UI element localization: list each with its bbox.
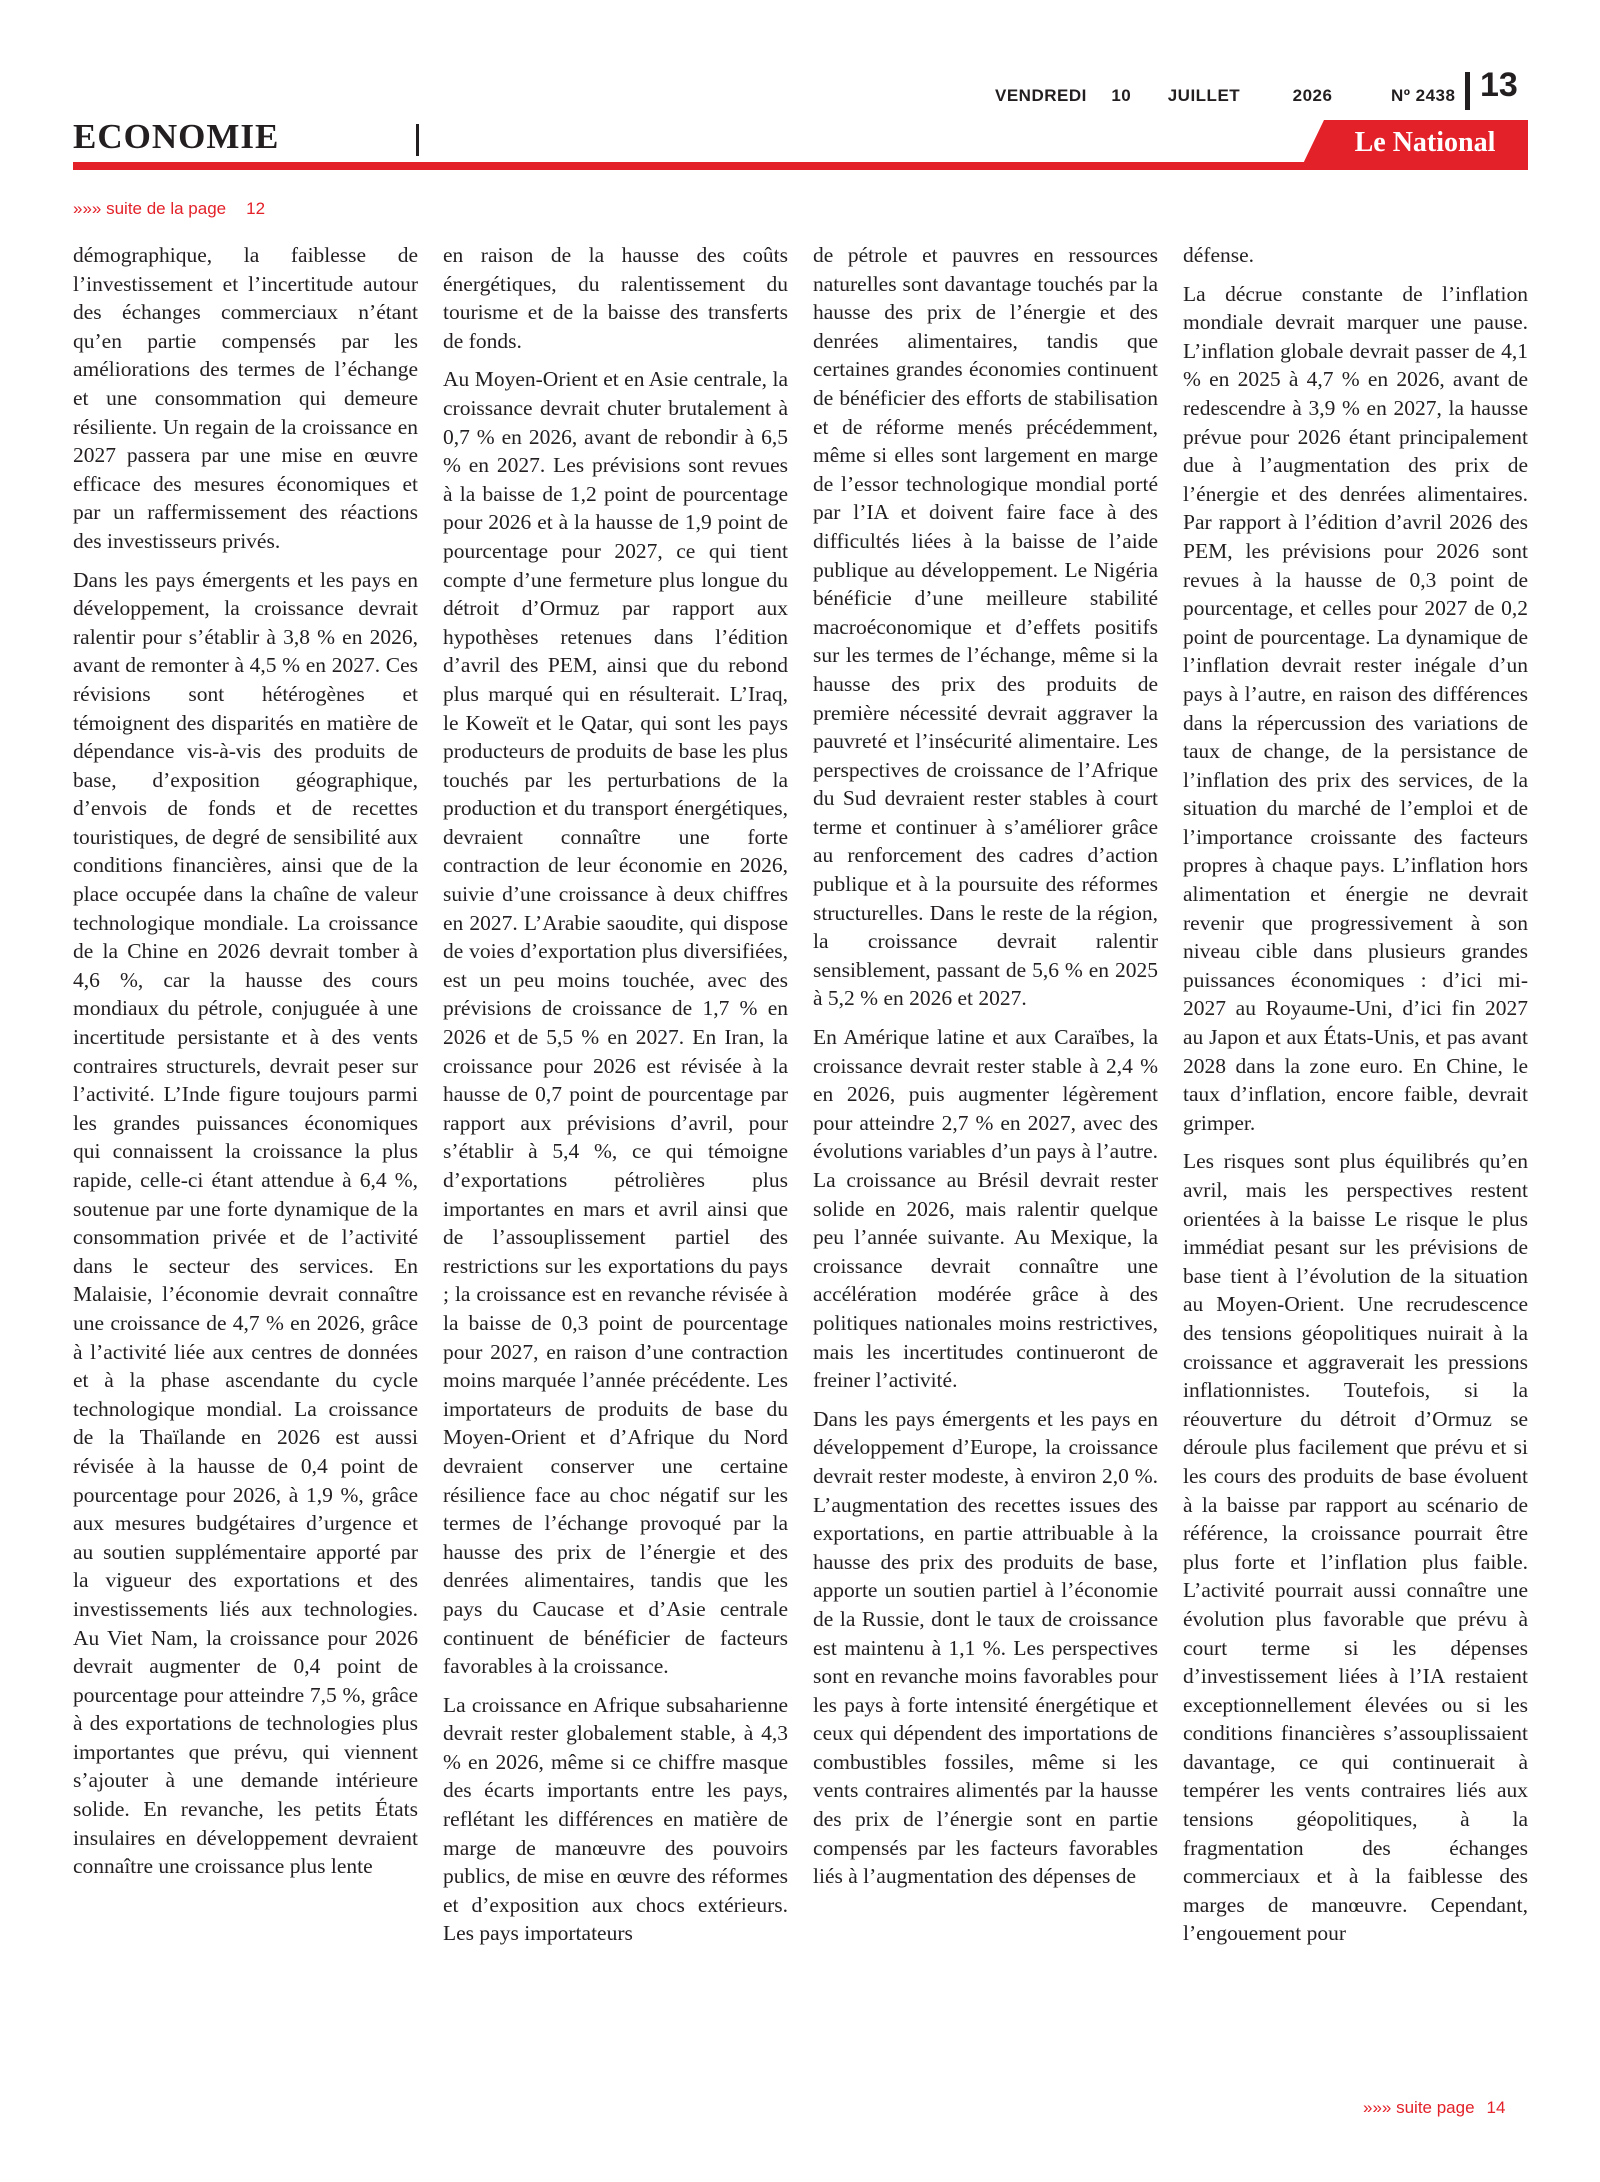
page-number-divider — [1465, 72, 1470, 110]
newspaper-brand: Le National — [1354, 127, 1496, 158]
paragraph: La croissance en Afrique subsaharienne devrait rester globalement stable, à 4,3 % en 2026, même si ce chiffre masque des écarts importants entre les pays, reflétant les différences en matière de marge de manœuvre des pouvoirs publics, de mise en œuvre des réformes et d’exposition aux chocs extérieurs. Les pays importateurs — [443, 1692, 788, 1946]
continued-from-page: 12 — [246, 199, 266, 218]
article-column — [813, 241, 1158, 2086]
date-day: VENDREDI — [995, 86, 1087, 105]
paragraph: Dans les pays émergents et les pays en développement d’Europe, la croissance devrait rester modeste, à environ 2,0 %. L’augmentation des recettes issues des exportations, en partie attribuable à la hausse des prix des produits de base, apporte un soutien partiel à l’économie de la Russie, dont le taux de croissance est maintenu à 1,1 %. Les perspectives sont en revanche moins favorables pour les pays à forte intensité énergétique et ceux qui dépendent des importations de combustibles fossiles, même si les vents contraires alimentés par la hausse des prix de l’énergie sont en partie compensés par les facteurs favorables liés à l’augmentation des dépenses de — [813, 1406, 1158, 1889]
paragraph: La décrue constante de l’inflation mondiale devrait marquer une pause. L’inflation globale devrait passer de 4,1 % en 2025 à 4,7 % en 2026, avant de redescendre à 3,9 % en 2027, la hausse prévue pour 2026 étant principalement due à l’augmentation des prix de l’énergie et des denrées alimentaires. Par rapport à l’édition d’avril 2026 des PEM, les prévisions pour 2026 sont revues à la hausse de 0,3 point de pourcentage, et celles pour 2027 de 0,2 point de pourcentage. La dynamique de l’inflation devrait rester inégale d’un pays à l’autre, en raison des différences dans la répercussion des variations de taux de change, de la persistance de l’inflation des prix des services, de la situation du marché de l’emploi et de l’importance croissante des facteurs propres à chaque pays. L’inflation hors alimentation et énergie ne devrait revenir que progressivement à son niveau cible dans plusieurs grandes puissances économiques : d’ici mi-2027 au Royaume-Uni, d’ici fin 2027 au Japon et aux États-Unis, et pas avant 2028 dans la zone euro. En Chine, le taux d’inflation, encore faible, devrait grimper. — [1183, 281, 1528, 1135]
section-divider — [416, 124, 419, 156]
date-number: 10 — [1111, 86, 1132, 105]
article-column — [73, 241, 418, 2086]
article-body — [73, 241, 1528, 2086]
paragraph: démographique, la faiblesse de l’investissement et l’incertitude autour des échanges commerciaux n’étant qu’en partie compensés par les améliorations des termes de l’échange et une consommation qui demeure résiliente. Un regain de la croissance en 2027 passera par une mise en œuvre efficace des mesures économiques et par un raffermissement des réactions des investisseurs privés. — [73, 243, 418, 553]
paragraph: défense. — [1183, 243, 1255, 267]
continued-to-page: 14 — [1486, 2098, 1506, 2117]
paragraph: en raison de la hausse des coûts énergétiques, du ralentissement du tourisme et de la baisse des transferts de fonds. — [443, 243, 788, 353]
paragraph: En Amérique latine et aux Caraïbes, la croissance devrait rester stable à 2,4 % en 2026, puis augmenter légèrement pour atteindre 2,7 % en 2027, avec des évolutions variables d’un pays à l’autre. La croissance au Brésil devrait rester solide en 2026, mais ralentir quelque peu l’année suivante. Au Mexique, la croissance devrait connaître une accélération modérée grâce à des politiques nationales moins restrictives, mais les incertitudes continueront de freiner l’activité. — [813, 1025, 1158, 1393]
article-column — [443, 241, 788, 2086]
article-column — [1183, 241, 1528, 2086]
section-title: ECONOMIE — [73, 117, 280, 156]
paragraph: de pétrole et pauvres en ressources naturelles sont davantage touchés par la hausse des prix de l’énergie et des denrées alimentaires, tandis que certaines grandes économies continuent de bénéficier des efforts de stabilisation et de réforme menés précédemment, même si elles sont largement en marge de l’essor technologique mondial porté par l’IA et doivent faire face à des difficultés liées à la baisse de l’aide publique au développement. Le Nigéria bénéficie d’une meilleure stabilité macroéconomique et d’effets positifs sur les termes de l’échange, même si la hausse des prix des produits de première nécessité devrait aggraver la pauvreté et l’insécurité alimentaire. Les perspectives de croissance de l’Afrique du Sud devraient rester stables à court terme et continuer à s’améliorer grâce au renforcement des cadres d’action publique et à la poursuite des réformes structurelles. Dans le reste de la région, la croissance devrait ralentir sensiblement, passant de 5,6 % en 2025 à 5,2 % en 2026 et 2027. — [813, 243, 1158, 1011]
continued-from — [73, 199, 265, 219]
continued-to — [1363, 2098, 1505, 2118]
page-number: 13 — [1480, 66, 1518, 104]
date-year: 2026 — [1292, 86, 1333, 105]
paragraph: Au Moyen-Orient et en Asie centrale, la croissance devrait chuter brutalement à 0,7 % en 2026, avant de rebondir à 6,5 % en 2027. Les prévisions sont revues à la baisse de 1,2 point de pourcentage pour 2026 et à la hausse de 1,9 point de pourcentage pour 2027, ce qui tient compte d’une fermeture plus longue du détroit d’Ormuz par rapport aux hypothèses retenues dans l’édition d’avril des PEM, ainsi que du rebond plus marqué qui en résulterait. L’Iraq, le Koweït et le Qatar, qui sont les pays producteurs de produits de base les plus touchés par les perturbations de la production et du transport énergétiques, devraient connaître une forte contraction de leur économie en 2026, suivie d’une croissance à deux chiffres en 2027. L’Arabie saoudite, qui dispose de voies d’exportation plus diversifiées, est un peu moins touchée, avec des prévisions de croissance de 1,7 % en 2026 et de 5,5 % en 2027. En Iran, la croissance pour 2026 est révisée à la hausse de 0,7 point de pourcentage par rapport aux prévisions d’avril, pour s’établir à 5,4 %, ce qui témoigne d’exportations pétrolières plus importantes en mars et avril ainsi que de l’assouplissement partiel des restrictions sur les exportations du pays ; la croissance est en revanche révisée à la baisse de 0,3 point de pourcentage pour 2027, en raison d’une contraction moins marquée l’année précédente. Les importateurs de produits de base du Moyen-Orient et d’Afrique du Nord devraient conserver une certaine résilience face au choc négatif sur les termes de l’échange provoqué par la hausse des prix de l’énergie et des denrées alimentaires, tandis que les pays du Caucase et d’Asie centrale continuent de bénéficier de facteurs favorables à la croissance. — [443, 367, 788, 1679]
date-month: JUILLET — [1167, 86, 1241, 105]
continued-to-marker: »»» suite page — [1363, 2098, 1475, 2117]
paragraph: Les risques sont plus équilibrés qu’en avril, mais les perspectives restent orientées à la baisse Le risque le plus immédiat pesant sur les prévisions de base tient à l’évolution de la situation au Moyen-Orient. Une recrudescence des tensions géopolitiques nuirait à la croissance et aggraverait les pressions inflationnistes. Toutefois, si la réouverture du détroit d’Ormuz se déroule plus facilement que prévu et si les cours des produits de base évoluent à la baisse par rapport au scénario de référence, la croissance pourrait être plus forte et l’inflation plus faible. L’activité pourrait aussi connaître une évolution plus favorable que prévu à court terme si les dépenses d’investissement liées à l’IA restaient exceptionnellement élevées ou si les conditions financières s’assouplissaient davantage, ce qui continuerait à tempérer les vents contraires liés aux tensions géopolitiques, à la fragmentation des échanges commerciaux et à la faiblesse des marges de manœuvre. Cependant, l’engouement pour — [1183, 1149, 1528, 1946]
dateline — [995, 86, 1455, 106]
issue-number: Nº 2438 — [1390, 86, 1456, 105]
paragraph: Dans les pays émergents et les pays en développement, la croissance devrait ralentir pour s’établir à 3,8 % en 2026, avant de remonter à 4,5 % en 2027. Ces révisions sont hétérogènes et témoignent des disparités en matière de dépendance vis-à-vis des produits de base, d’exposition géographique, d’envois de fonds et de recettes touristiques, de degré de sensibilité aux conditions financières, ainsi que de la place occupée dans la chaîne de valeur technologique mondiale. La croissance de la Chine en 2026 devrait tomber à 4,6 %, car la hausse des cours mondiaux du pétrole, conjuguée à une incertitude persistante et à des vents contraires structurels, devrait peser sur l’activité. L’Inde figure toujours parmi les grandes puissances économiques qui connaissent la croissance la plus rapide, celle-ci étant attendue à 6,4 %, soutenue par une forte dynamique de la consommation privée et de l’activité dans le secteur des services. En Malaisie, l’économie devrait connaître une croissance de 4,7 % en 2026, grâce à l’activité liée aux centres de données et à la phase ascendante du cycle technologique mondial. La croissance de la Thaïlande en 2026 est aussi révisée à la hausse de 0,4 point de pourcentage pour 2026, à 1,9 %, grâce aux mesures budgétaires d’urgence et au soutien supplémentaire apporté par la vigueur des exportations et des investissements liés aux technologies. Au Viet Nam, la croissance pour 2026 devrait augmenter de 0,4 point de pourcentage pour atteindre 7,5 %, grâce à des exportations de technologies plus importantes que prévu, qui viennent s’ajouter à une demande intérieure solide. En revanche, les petits États insulaires en développement devraient connaître une croissance plus lente — [73, 567, 418, 1879]
continued-from-marker: »»» suite de la page — [73, 199, 227, 218]
